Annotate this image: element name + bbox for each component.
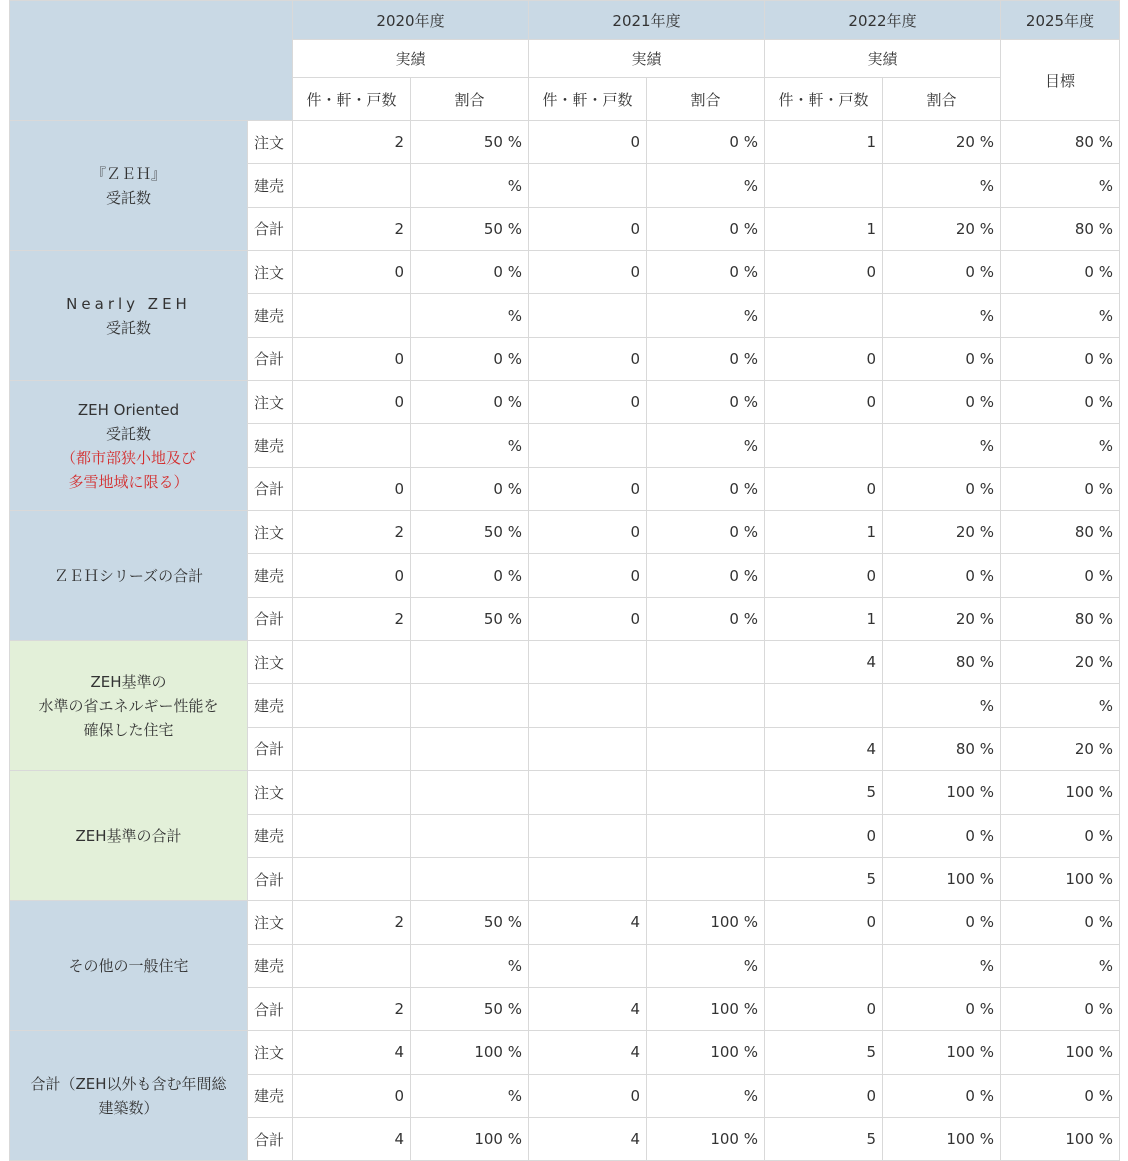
target-cell: % (1001, 164, 1120, 207)
row-kind-label: 注文 (248, 1031, 293, 1074)
table-row (10, 901, 1120, 944)
count-cell (529, 814, 647, 857)
ratio-cell: 0 % (883, 554, 1001, 597)
ratio-cell (647, 857, 765, 900)
ratio-cell: 100 % (411, 1031, 529, 1074)
ratio-cell (411, 771, 529, 814)
row-kind-label: 建売 (248, 814, 293, 857)
category-label-line: ZEH基準の合計 (75, 826, 182, 845)
count-cell: 2 (293, 597, 411, 640)
ratio-cell: % (411, 164, 529, 207)
row-kind-label: 合計 (248, 337, 293, 380)
count-cell (765, 164, 883, 207)
ratio-cell (647, 727, 765, 770)
ratio-cell: 100 % (883, 1031, 1001, 1074)
target-cell: 80 % (1001, 121, 1120, 164)
ratio-cell: 20 % (883, 511, 1001, 554)
category-label-line: Nearly ZEH (66, 294, 191, 313)
row-kind-label: 合計 (248, 467, 293, 510)
count-cell: 2 (293, 511, 411, 554)
category-label (10, 511, 248, 641)
count-cell: 1 (765, 121, 883, 164)
ratio-cell: 100 % (647, 901, 765, 944)
ratio-cell: 50 % (411, 121, 529, 164)
ratio-cell: 0 % (411, 554, 529, 597)
count-cell: 0 (293, 1074, 411, 1117)
count-cell: 0 (529, 251, 647, 294)
category-label-line: 『ＺＥＨ』 (90, 164, 166, 183)
target-cell: 100 % (1001, 857, 1120, 900)
count-cell: 5 (765, 1117, 883, 1160)
category-label (10, 121, 248, 251)
count-cell (293, 727, 411, 770)
count-cell: 0 (765, 987, 883, 1030)
ratio-label-2020: 割合 (411, 78, 529, 121)
category-label-line: 受託数 (105, 188, 151, 207)
ratio-label-2021: 割合 (647, 78, 765, 121)
count-cell: 0 (293, 467, 411, 510)
category-label-line: ＺＥＨシリーズの合計 (53, 566, 204, 585)
category-note-line: 多雪地域に限る） (68, 472, 189, 491)
ratio-cell: 0 % (883, 814, 1001, 857)
target-cell: 0 % (1001, 381, 1120, 424)
count-cell: 1 (765, 207, 883, 250)
ratio-cell: 50 % (411, 207, 529, 250)
count-cell: 2 (293, 901, 411, 944)
ratio-cell: 80 % (883, 641, 1001, 684)
table-row (10, 641, 1120, 684)
count-cell: 0 (529, 597, 647, 640)
year-header-2022: 2022年度 (765, 1, 1001, 40)
count-cell (293, 684, 411, 727)
row-kind-label: 注文 (248, 251, 293, 294)
count-label-2021: 件・軒・戸数 (529, 78, 647, 121)
count-cell: 4 (529, 987, 647, 1030)
ratio-cell: 0 % (883, 251, 1001, 294)
category-label-line: ZEH Oriented (77, 400, 180, 419)
ratio-cell: 100 % (883, 1117, 1001, 1160)
row-kind-label: 建売 (248, 684, 293, 727)
count-cell: 0 (529, 121, 647, 164)
ratio-cell: 0 % (883, 337, 1001, 380)
count-cell: 2 (293, 207, 411, 250)
ratio-cell: 0 % (883, 467, 1001, 510)
category-label (10, 771, 248, 901)
count-cell (293, 424, 411, 467)
ratio-cell: 50 % (411, 901, 529, 944)
ratio-label-2022: 割合 (883, 78, 1001, 121)
target-cell: 20 % (1001, 641, 1120, 684)
target-cell: 0 % (1001, 901, 1120, 944)
target-cell: % (1001, 424, 1120, 467)
row-kind-label: 注文 (248, 641, 293, 684)
ratio-cell: 0 % (883, 381, 1001, 424)
row-kind-label: 建売 (248, 944, 293, 987)
ratio-cell: 0 % (647, 121, 765, 164)
table-row (10, 121, 1120, 164)
count-cell: 0 (765, 337, 883, 380)
ratio-cell: % (883, 164, 1001, 207)
ratio-cell: 0 % (647, 554, 765, 597)
target-cell: 0 % (1001, 337, 1120, 380)
count-cell: 2 (293, 121, 411, 164)
target-cell: 0 % (1001, 251, 1120, 294)
table-row (10, 771, 1120, 814)
ratio-cell: 0 % (647, 337, 765, 380)
row-kind-label: 合計 (248, 207, 293, 250)
count-cell: 1 (765, 597, 883, 640)
row-kind-label: 建売 (248, 554, 293, 597)
category-label-line: 受託数 (105, 424, 151, 443)
year-header-2021: 2021年度 (529, 1, 765, 40)
target-cell: % (1001, 684, 1120, 727)
ratio-cell: 0 % (883, 987, 1001, 1030)
count-cell (529, 424, 647, 467)
ratio-cell: % (647, 424, 765, 467)
count-cell: 0 (293, 381, 411, 424)
count-cell (529, 294, 647, 337)
ratio-cell: 0 % (883, 901, 1001, 944)
ratio-cell: % (647, 294, 765, 337)
target-cell: 0 % (1001, 1074, 1120, 1117)
count-cell (529, 164, 647, 207)
count-cell: 2 (293, 987, 411, 1030)
count-cell (293, 944, 411, 987)
count-cell: 0 (765, 467, 883, 510)
target-cell: 80 % (1001, 207, 1120, 250)
count-cell: 4 (529, 901, 647, 944)
category-label-line: ZEH基準の (90, 672, 167, 691)
count-cell: 0 (529, 381, 647, 424)
category-label (10, 641, 248, 771)
category-label (10, 381, 248, 511)
count-cell (293, 814, 411, 857)
target-cell: 0 % (1001, 814, 1120, 857)
count-label-2022: 件・軒・戸数 (765, 78, 883, 121)
count-cell: 0 (293, 251, 411, 294)
count-cell: 1 (765, 511, 883, 554)
ratio-cell (411, 641, 529, 684)
count-cell: 0 (765, 251, 883, 294)
ratio-cell (411, 814, 529, 857)
category-label-line: 受託数 (105, 318, 151, 337)
year-header-2020: 2020年度 (293, 1, 529, 40)
ratio-cell: 0 % (411, 467, 529, 510)
count-cell (529, 641, 647, 684)
ratio-cell: % (411, 294, 529, 337)
ratio-cell: 100 % (883, 771, 1001, 814)
ratio-cell: 50 % (411, 597, 529, 640)
count-cell (529, 771, 647, 814)
count-cell: 0 (765, 1074, 883, 1117)
count-cell: 0 (293, 554, 411, 597)
category-label-line: 合計（ZEH以外も含む年間総 (30, 1074, 227, 1093)
ratio-cell (411, 684, 529, 727)
ratio-cell: % (411, 1074, 529, 1117)
count-cell (765, 424, 883, 467)
table-row (10, 511, 1120, 554)
count-cell (529, 684, 647, 727)
zeh-results-table (9, 0, 1120, 1161)
actual-label-2022: 実績 (765, 40, 1001, 78)
count-cell (293, 771, 411, 814)
count-cell (293, 164, 411, 207)
ratio-cell: % (883, 684, 1001, 727)
header-corner (10, 1, 293, 121)
row-kind-label: 合計 (248, 1117, 293, 1160)
row-kind-label: 注文 (248, 511, 293, 554)
row-kind-label: 合計 (248, 987, 293, 1030)
row-kind-label: 建売 (248, 424, 293, 467)
ratio-cell: 0 % (647, 511, 765, 554)
ratio-cell (411, 727, 529, 770)
ratio-cell: 0 % (411, 337, 529, 380)
target-cell: 80 % (1001, 597, 1120, 640)
count-cell (529, 857, 647, 900)
actual-label-2020: 実績 (293, 40, 529, 78)
ratio-cell: 80 % (883, 727, 1001, 770)
ratio-cell: % (647, 1074, 765, 1117)
year-header-2025: 2025年度 (1001, 1, 1120, 40)
category-label-line: その他の一般住宅 (68, 956, 189, 975)
target-cell: 20 % (1001, 727, 1120, 770)
count-cell (765, 684, 883, 727)
target-label: 目標 (1001, 40, 1120, 121)
ratio-cell: 0 % (647, 207, 765, 250)
ratio-cell: 100 % (411, 1117, 529, 1160)
count-cell: 5 (765, 857, 883, 900)
ratio-cell: 0 % (647, 251, 765, 294)
ratio-cell: 0 % (647, 467, 765, 510)
count-cell: 0 (293, 337, 411, 380)
row-kind-label: 合計 (248, 597, 293, 640)
count-cell: 0 (529, 1074, 647, 1117)
count-cell: 0 (529, 337, 647, 380)
target-cell: 80 % (1001, 511, 1120, 554)
count-cell (293, 294, 411, 337)
count-cell (765, 944, 883, 987)
table-row (10, 251, 1120, 294)
ratio-cell: % (883, 424, 1001, 467)
target-cell: 0 % (1001, 554, 1120, 597)
ratio-cell (647, 641, 765, 684)
category-note-line: （都市部狭小地及び (60, 448, 196, 467)
ratio-cell (411, 857, 529, 900)
ratio-cell: % (647, 944, 765, 987)
table-row (10, 381, 1120, 424)
row-kind-label: 注文 (248, 901, 293, 944)
ratio-cell: 0 % (647, 381, 765, 424)
count-cell: 4 (529, 1031, 647, 1074)
category-label (10, 901, 248, 1031)
count-cell: 4 (293, 1031, 411, 1074)
table-row (10, 1031, 1120, 1074)
category-label (10, 1031, 248, 1161)
ratio-cell: 50 % (411, 987, 529, 1030)
ratio-cell: 100 % (647, 987, 765, 1030)
ratio-cell: 100 % (647, 1117, 765, 1160)
count-cell: 4 (293, 1117, 411, 1160)
count-cell: 5 (765, 771, 883, 814)
target-cell: 100 % (1001, 1117, 1120, 1160)
count-cell (765, 294, 883, 337)
ratio-cell: 100 % (647, 1031, 765, 1074)
count-cell: 5 (765, 1031, 883, 1074)
row-kind-label: 注文 (248, 771, 293, 814)
count-cell: 0 (765, 901, 883, 944)
ratio-cell: % (411, 424, 529, 467)
target-cell: 0 % (1001, 467, 1120, 510)
count-cell (529, 944, 647, 987)
ratio-cell: 20 % (883, 121, 1001, 164)
target-cell: % (1001, 294, 1120, 337)
count-cell: 0 (529, 554, 647, 597)
ratio-cell: 100 % (883, 857, 1001, 900)
category-label-line: 水準の省エネルギー性能を (38, 696, 219, 715)
category-label (10, 251, 248, 381)
count-cell (529, 727, 647, 770)
row-kind-label: 建売 (248, 294, 293, 337)
count-cell (293, 857, 411, 900)
target-cell: % (1001, 944, 1120, 987)
ratio-cell: 20 % (883, 207, 1001, 250)
ratio-cell (647, 684, 765, 727)
row-kind-label: 建売 (248, 1074, 293, 1117)
ratio-cell (647, 771, 765, 814)
row-kind-label: 建売 (248, 164, 293, 207)
ratio-cell: % (883, 944, 1001, 987)
count-cell: 4 (765, 727, 883, 770)
target-cell: 0 % (1001, 987, 1120, 1030)
table-body (10, 121, 1120, 1161)
row-kind-label: 注文 (248, 121, 293, 164)
target-cell: 100 % (1001, 771, 1120, 814)
count-cell (293, 641, 411, 684)
ratio-cell: % (883, 294, 1001, 337)
actual-label-2021: 実績 (529, 40, 765, 78)
count-cell: 0 (529, 207, 647, 250)
count-cell: 0 (765, 381, 883, 424)
count-cell: 0 (765, 554, 883, 597)
category-label-line: 確保した住宅 (83, 720, 174, 739)
ratio-cell: % (647, 164, 765, 207)
category-label-line: 建築数） (98, 1098, 159, 1117)
count-label-2020: 件・軒・戸数 (293, 78, 411, 121)
ratio-cell (647, 814, 765, 857)
row-kind-label: 注文 (248, 381, 293, 424)
row-kind-label: 合計 (248, 857, 293, 900)
target-cell: 100 % (1001, 1031, 1120, 1074)
ratio-cell: 0 % (411, 251, 529, 294)
ratio-cell: 50 % (411, 511, 529, 554)
count-cell: 0 (529, 467, 647, 510)
ratio-cell: % (411, 944, 529, 987)
count-cell: 0 (765, 814, 883, 857)
count-cell: 4 (765, 641, 883, 684)
count-cell: 0 (529, 511, 647, 554)
ratio-cell: 0 % (411, 381, 529, 424)
ratio-cell: 20 % (883, 597, 1001, 640)
row-kind-label: 合計 (248, 727, 293, 770)
count-cell: 4 (529, 1117, 647, 1160)
ratio-cell: 0 % (883, 1074, 1001, 1117)
ratio-cell: 0 % (647, 597, 765, 640)
